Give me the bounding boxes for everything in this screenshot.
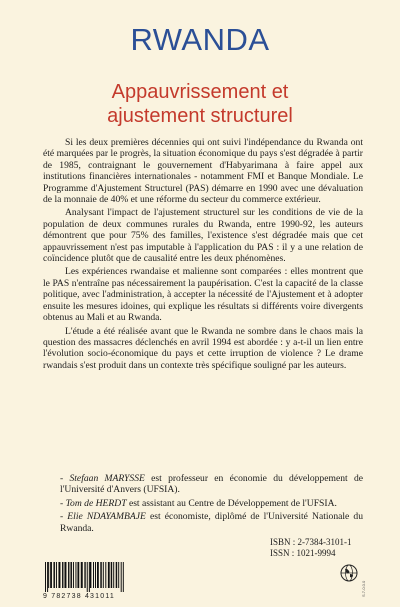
author-bio: est économiste, diplômé de l'Université Nationale du Rwanda. <box>60 511 363 534</box>
author-entry <box>60 511 363 534</box>
side-code: S.7-0.0.0 <box>361 580 366 597</box>
subtitle-line-2: ajustement structurel <box>107 105 293 127</box>
author-entry <box>60 498 363 509</box>
author-name: Elie NDAYAMBAJE <box>67 511 146 523</box>
author-entry <box>60 473 363 496</box>
barcode-icon <box>43 562 153 592</box>
author-bio: est assistant au Centre de Développement de l'UFSIA. <box>126 497 337 509</box>
author-prefix: - <box>60 497 66 509</box>
back-cover-text <box>43 137 363 373</box>
paragraph-4: L'étude a été réalisée avant que le Rwanda ne sombre dans le chaos mais la question des massacres déclenchés en avril 1994 est abordée : y a-t-il un lien entre l'évolution socio-économique du pays et cette irruption de violence ? Le drame rwandais s'est produit dans un contexte très spécifique souligné par les auteurs. <box>43 325 363 371</box>
isbn-block <box>270 537 352 559</box>
author-prefix: - <box>60 511 68 523</box>
book-subtitle <box>0 80 400 128</box>
issn-number: ISSN : 1021-9994 <box>270 548 336 558</box>
author-name: Tom de HERDT <box>65 497 127 509</box>
author-bio: est professeur en économie du développement de l'Université d'Anvers (UFSIA). <box>60 473 363 496</box>
paragraph-1: Si les deux premières décennies qui ont suivi l'indépendance du Rwanda ont été marquées par le progrès, la situation économique du pays s'est dégradée à partir de 1985, contraignant le gouvernement d'Habyarimana à faire appel aux institutions financières internationales - notamment FMI et Banque Mondiale. Le Programme d'Ajustement Structurel (PAS) démarre en 1990 avec une dévaluation de la monnaie de 40% et une réforme du secteur du commerce extérieur. <box>43 137 363 206</box>
book-title: RWANDA <box>130 22 270 57</box>
author-name: Stefaan MARYSSE <box>69 473 145 484</box>
isbn-number: ISBN : 2-7384-3101-1 <box>270 537 352 547</box>
paragraph-3: Les expériences rwandaise et malienne sont comparées : elles montrent que le PAS n'entraîne pas nécessairement la paupérisation. C'est la capacité de la classe politique, avec l'administration, à accepter la nécessité de l'Ajustement et à adopter ensuite les mesures idoines, qui explique les résultats si différents voire divergents obtenus au Mali et au Rwanda. <box>43 266 363 324</box>
barcode-number: 9 782738 431011 <box>43 593 115 600</box>
barcode <box>43 562 153 600</box>
author-prefix: - <box>60 473 70 484</box>
subtitle-line-1: Appauvrissement et <box>111 81 289 103</box>
author-list <box>60 473 363 536</box>
globe-logo-icon <box>340 564 358 582</box>
paragraph-2: Analysant l'impact de l'ajustement structurel sur les conditions de vie de la population de deux communes rurales du Rwanda, entre 1990-92, les auteurs démontrent que pour 75% des familles, l'existence s'est dégradée mais que cet appauvrissement n'est pas imputable à l'application du PAS : il y a une relation de coïncidence plutôt que de causalité entre les deux phénomènes. <box>43 207 363 265</box>
